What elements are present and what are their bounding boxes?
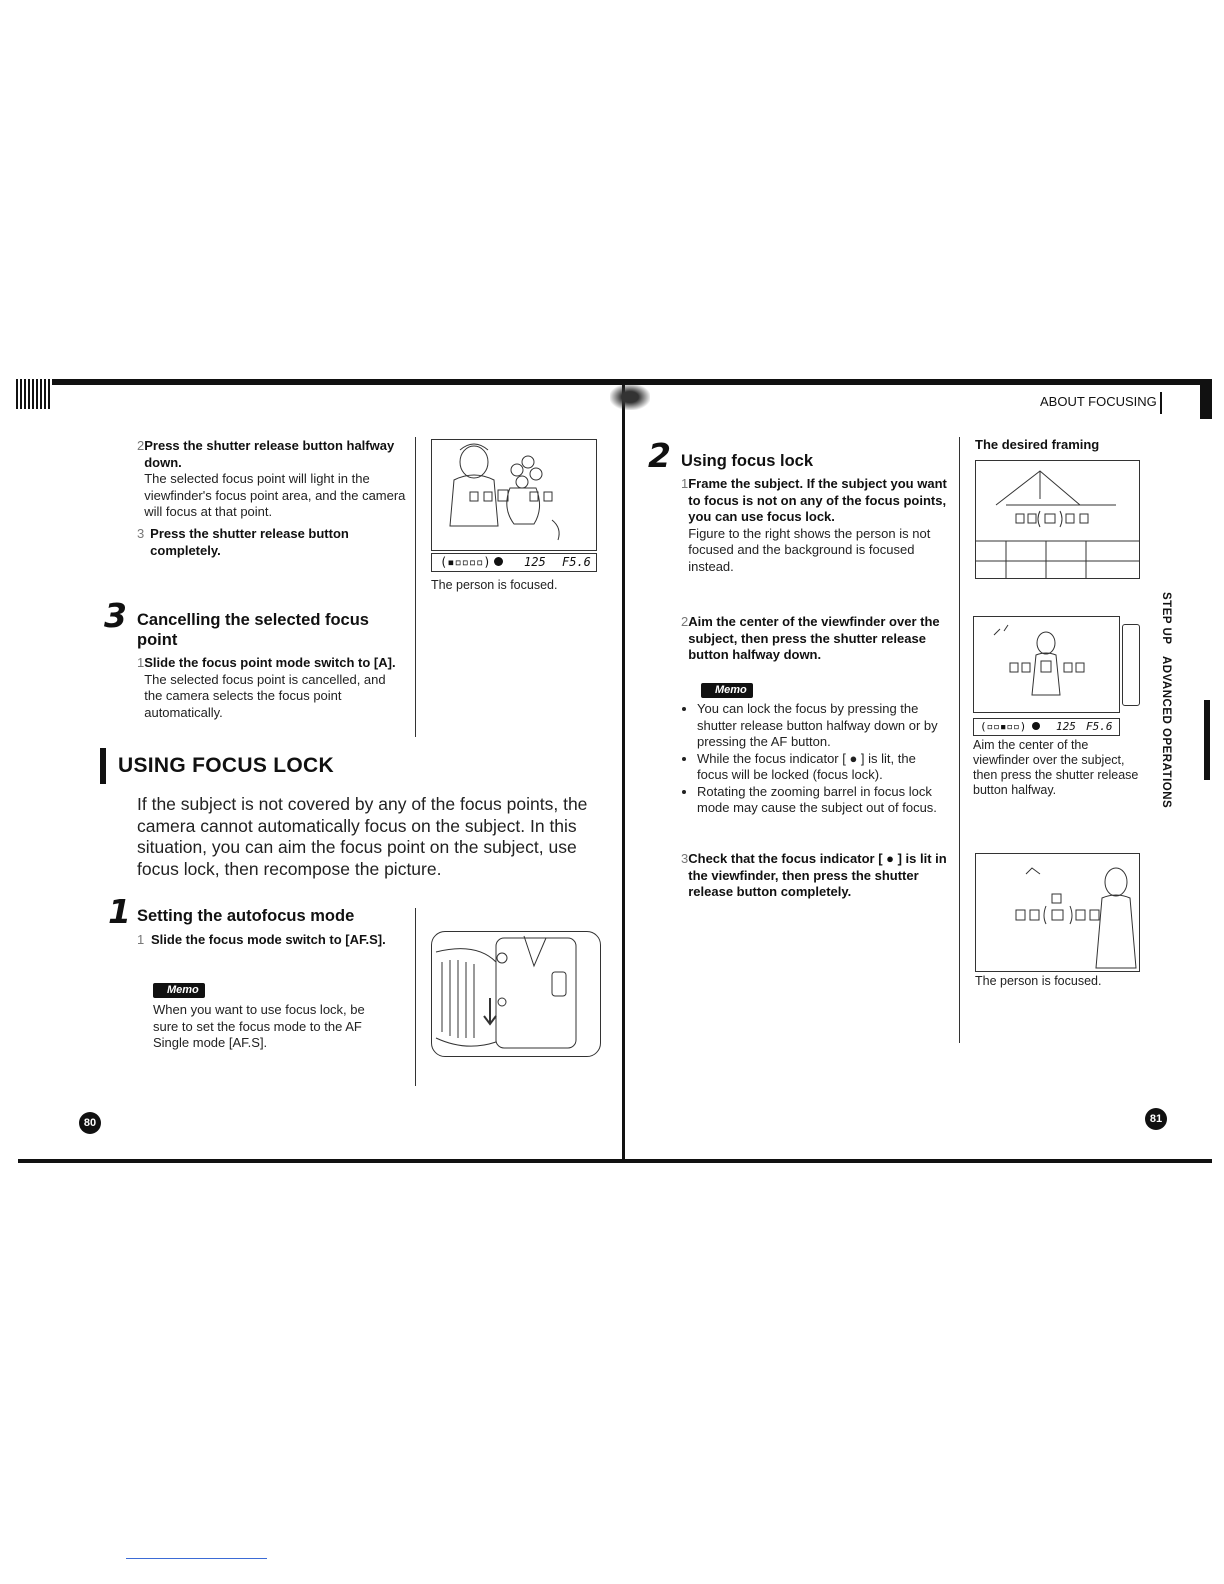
figure-1-caption: The person is focused. — [431, 578, 558, 592]
lock-step-2: 2 Aim the center of the viewfinder over the subject, then press the shutter release button halfway down. — [681, 614, 940, 662]
left-step-2: 2 Press the shutter release button halfway down. The selected focus point will light in the viewfinder's focus point area, and the camera will focus at that point. — [137, 438, 406, 519]
section-number: 3 — [104, 596, 127, 635]
spine-shadow — [610, 384, 650, 410]
section-number: 1 — [108, 892, 131, 931]
aim-viewfinder-figure — [973, 616, 1120, 713]
page-spine — [622, 384, 625, 1162]
camera-switch-figure — [431, 931, 601, 1057]
left-step-3: 3 Press the shutter release button completely. — [137, 526, 349, 558]
lock-step-1: 1 Frame the subject. If the subject you want to focus is not on any of the focus points, you can use focus lock. Figure to the right shows the person is not focused and the background is focused instead. — [681, 476, 947, 574]
exposure-scale — [1122, 624, 1140, 706]
column-divider — [415, 437, 416, 737]
focused-figure — [975, 853, 1140, 972]
camera-illustration — [432, 932, 600, 1056]
af-step: 1 Slide the focus mode switch to [AF.S]. — [137, 932, 386, 947]
figure-title: The desired framing — [975, 437, 1100, 452]
figure-c-caption: The person is focused. — [975, 974, 1102, 988]
figure-b-caption: Aim the center of the viewfinder over the subject, then press the shutter release button halfway. — [973, 738, 1139, 797]
focus-indicator-icon — [494, 557, 503, 566]
page-number: 81 — [1145, 1108, 1167, 1130]
side-tab-label: ADVANCED OPERATIONS — [1160, 656, 1172, 809]
memo-list — [681, 701, 947, 817]
section-number: 2 — [648, 436, 671, 475]
memo-badge: Memo — [153, 980, 205, 998]
focus-indicator-icon — [1032, 722, 1040, 730]
lcd-readout-1: (▪▫▫▫▫) 125 F5.6 — [431, 553, 597, 572]
intro-paragraph: If the subject is not covered by any of the focus points, the camera cannot automatically focus on the subject. In this situation, you can aim the focus point on the subject, use focus lock, then recompose the picture. — [137, 794, 588, 879]
lock-step-3: 3 Check that the focus indicator [ ● ] is lit in the viewfinder, then press the shutter release button completely. — [681, 851, 947, 899]
viewfinder-illustration — [432, 440, 596, 550]
list-item: • You can lock the focus by pressing the shutter release button halfway down or by pressing the AF button. — [697, 701, 947, 751]
viewfinder-figure-1 — [431, 439, 597, 551]
focused-illustration — [976, 854, 1139, 971]
framing-illustration — [976, 461, 1139, 578]
heading-bar — [100, 748, 106, 784]
section-title: Using focus lock — [681, 452, 814, 470]
column-divider — [415, 908, 416, 1086]
section-title: Setting the autofocus mode — [137, 907, 355, 925]
section-title: Cancelling the selected focus point — [137, 611, 369, 649]
section-header: ABOUT FOCUSING — [1040, 394, 1157, 409]
memo-badge: Memo — [701, 680, 753, 698]
footer-link-line — [126, 1558, 267, 1559]
header-divider — [1160, 392, 1162, 414]
lcd-readout-2: (▫▫▪▫▫) 125 F5.6 — [973, 718, 1120, 736]
column-divider — [959, 437, 960, 1043]
desired-framing-figure — [975, 460, 1140, 579]
page-heading: USING FOCUS LOCK — [118, 754, 334, 777]
page-number: 80 — [79, 1112, 101, 1134]
memo-text: When you want to use focus lock, be sure to set the focus mode to the AF Single mode [AF.S]. — [153, 1002, 365, 1050]
bottom-rule — [18, 1159, 1212, 1163]
list-item: • Rotating the zooming barrel in focus lock mode may cause the subject out of focus. — [697, 784, 947, 817]
cancel-step: 1 Slide the focus point mode switch to [A]. The selected focus point is cancelled, and the camera selects the focus point automatically. — [137, 655, 396, 720]
aim-illustration — [974, 617, 1119, 712]
binding-mark-left — [16, 379, 52, 409]
binding-mark-right — [1200, 379, 1212, 419]
thumb-index-mark — [1204, 700, 1210, 780]
step-up-tab: STEP UP — [1160, 592, 1172, 645]
list-item: • While the focus indicator [ ● ] is lit, the focus will be locked (focus lock). — [697, 751, 947, 784]
